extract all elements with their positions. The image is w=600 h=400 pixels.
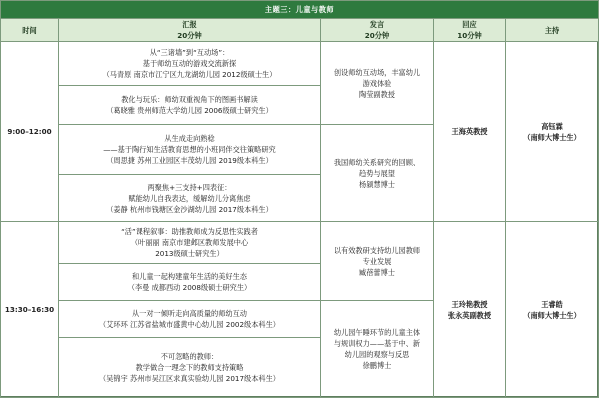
speech-item: 以有效教研支持幼儿园教师 专业发展 臧蓓蕾博士: [321, 222, 434, 301]
report-item: 从“三诸墙”到“互动场”： 基于师幼互动的游戏交流新探 （马青原 南京市江宁区九龙湖幼儿园 2012级硕士生）: [59, 42, 321, 86]
report-item: 从一对一倾听走向高质量的师幼互动 （艾环环 江苏省盐城市盛黄中心幼儿园 2002级本科生）: [59, 301, 321, 338]
session-time-afternoon: 13:30–16:30: [1, 222, 59, 398]
speech-item: 幼儿园午睡环节的儿童主体 与规训权力——基于中、新 幼儿园的观察与反思 徐鹏博士: [321, 301, 434, 398]
theme-title: 主题三：儿童与教师: [1, 1, 599, 19]
report-item: 从生成走向熟稔 ——基于陶行知生活教育思想的小班同伴交往策略研究 （周思捷 苏州工业园区丰茂幼儿园 2019级本科生）: [59, 125, 321, 175]
speech-item: 我国师幼关系研究的回顾、 趋势与展望 杨颍慧博士: [321, 125, 434, 222]
session-time-morning: 9:00–12:00: [1, 42, 59, 222]
report-item: 和儿童一起构建童年生活的美好生态 （李曼 成都西动 2008级硕士研究生）: [59, 264, 321, 301]
header-time: 时间: [1, 19, 59, 42]
report-item: 两聚焦+三支持+四表征： 赋能幼儿自我表达，缓解幼儿分离焦虑 （姜静 杭州市钱塘区金沙湖幼儿园 2017级本科生）: [59, 175, 321, 222]
report-item: 教化与玩乐：师幼双重视角下的图画书解读 （葛晓雅 贵州师范大学幼儿园 2006级硕士研究生）: [59, 86, 321, 125]
report-item: “活”课程叙事：助推教师成为反思性实践者 （叶丽丽 南京市建邺区教师发展中心 2013级硕士研究生）: [59, 222, 321, 264]
speech-item: 创设师幼互动场，丰富幼儿 游戏体验 陶莹副教授: [321, 42, 434, 125]
header-review: 回应 10分钟: [434, 19, 506, 42]
review-morning: 王海英教授: [434, 42, 506, 222]
header-report: 汇报 20分钟: [59, 19, 321, 42]
host-afternoon: 王睿皓 （南师大博士生）: [506, 222, 599, 398]
header-host: 主持: [506, 19, 599, 42]
report-item: 不可忽略的教师： 教学做合一理念下的教师支持策略 （吴锦宇 苏州市吴江区求真实验幼儿园 2017级本科生）: [59, 338, 321, 398]
header-speech: 发言 20分钟: [321, 19, 434, 42]
review-afternoon: 王玲艳教授 张永英副教授: [434, 222, 506, 398]
host-morning: 高钰霖 （南师大博士生）: [506, 42, 599, 222]
